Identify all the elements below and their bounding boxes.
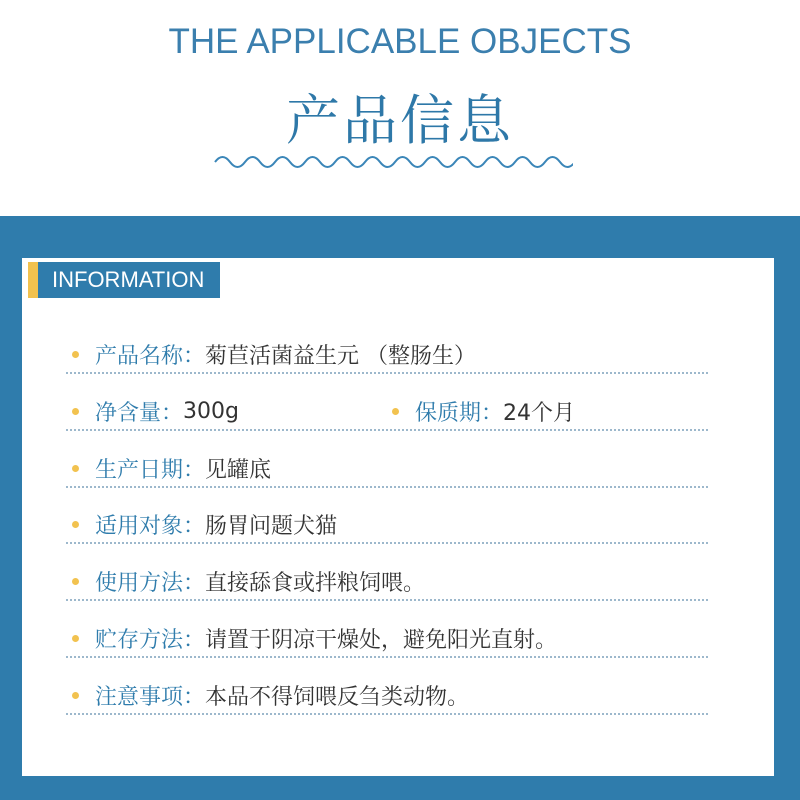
info-value: 24个月 bbox=[503, 400, 576, 426]
bullet-dot-icon bbox=[72, 692, 79, 699]
info-item bbox=[72, 391, 239, 431]
tag-accent-bar bbox=[28, 262, 38, 298]
info-label: 产品名称： bbox=[95, 343, 206, 369]
info-row-date bbox=[66, 448, 708, 488]
section-tag-label: INFORMATION bbox=[38, 262, 220, 298]
info-value: 见罐底 bbox=[205, 457, 272, 483]
header-area bbox=[0, 0, 800, 216]
bullet-dot-icon bbox=[72, 408, 79, 415]
info-row-target bbox=[66, 504, 708, 544]
info-label: 生产日期： bbox=[95, 457, 206, 483]
info-value: 本品不得饲喂反刍类动物。 bbox=[205, 684, 470, 710]
info-row-name bbox=[66, 334, 708, 374]
bullet-dot-icon bbox=[72, 351, 79, 358]
info-label: 注意事项： bbox=[95, 684, 206, 710]
info-row-notice bbox=[66, 675, 708, 715]
info-item bbox=[72, 675, 469, 715]
section-tag bbox=[28, 262, 220, 298]
info-label: 贮存方法： bbox=[95, 627, 206, 653]
chinese-title: 产品信息 bbox=[286, 89, 514, 152]
bullet-dot-icon bbox=[72, 635, 79, 642]
info-label: 净含量： bbox=[95, 400, 184, 426]
info-item bbox=[392, 391, 575, 431]
wave-divider-icon bbox=[213, 150, 573, 174]
info-row-storage bbox=[66, 618, 708, 658]
info-value: 肠胃问题犬猫 bbox=[205, 513, 338, 539]
bullet-dot-icon bbox=[72, 578, 79, 585]
info-item bbox=[72, 561, 425, 601]
bullet-dot-icon bbox=[72, 521, 79, 528]
info-row-usage bbox=[66, 561, 708, 601]
info-row-weight-shelflife bbox=[66, 391, 708, 431]
bullet-dot-icon bbox=[392, 408, 399, 415]
info-item bbox=[72, 448, 271, 488]
info-item bbox=[72, 504, 337, 544]
bullet-dot-icon bbox=[72, 465, 79, 472]
info-value: 请置于阴凉干燥处，避免阳光直射。 bbox=[205, 627, 558, 653]
info-value: 直接舔食或拌粮饲喂。 bbox=[205, 570, 426, 596]
info-value: 300g bbox=[183, 398, 239, 424]
info-value: 菊苣活菌益生元 （整肠生） bbox=[205, 343, 477, 369]
info-label: 保质期： bbox=[415, 400, 504, 426]
info-item bbox=[72, 618, 557, 658]
english-title: THE APPLICABLE OBJECTS bbox=[168, 22, 632, 61]
info-label: 使用方法： bbox=[95, 570, 206, 596]
info-label: 适用对象： bbox=[95, 513, 206, 539]
info-item bbox=[72, 334, 476, 374]
